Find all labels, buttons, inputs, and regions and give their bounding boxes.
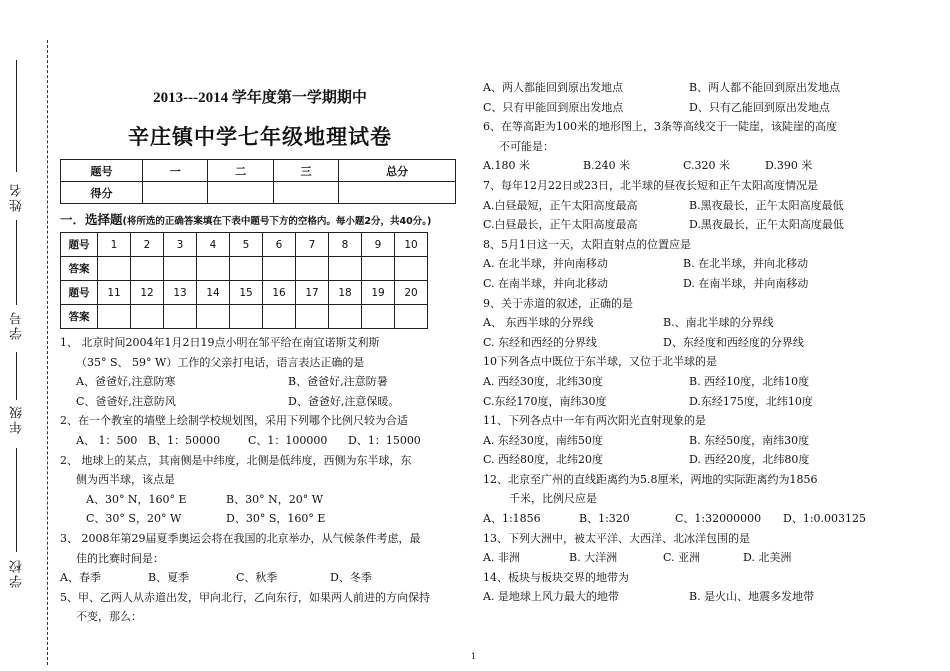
answer-number-row bbox=[61, 233, 428, 257]
question-text: 13、下列大洲中，被太平洋、大西洋、北冰洋包围的是 bbox=[483, 531, 750, 545]
option-row bbox=[483, 313, 913, 333]
option-row bbox=[483, 156, 913, 176]
right-column bbox=[483, 78, 913, 607]
score-table bbox=[60, 159, 456, 204]
option: D. 西经20度，北纬80度 bbox=[689, 453, 810, 467]
option-row bbox=[483, 274, 913, 294]
option: D.东经175度，北纬10度 bbox=[689, 394, 813, 408]
answer-fill-row bbox=[61, 257, 428, 281]
option: A. 非洲 bbox=[483, 551, 520, 565]
option: C、秋季 bbox=[236, 571, 278, 585]
score-cell[interactable] bbox=[273, 182, 338, 204]
question-text: 9、关于赤道的叙述，正确的是 bbox=[483, 296, 633, 310]
question-number-cell: 18 bbox=[329, 281, 362, 305]
option: B. 大洋洲 bbox=[569, 551, 618, 565]
question-number-cell: 9 bbox=[362, 233, 395, 257]
option: D、爸爸好,注意保暖。 bbox=[288, 394, 400, 408]
option: B. 西经10度，北纬10度 bbox=[689, 374, 810, 388]
option-row bbox=[60, 490, 460, 510]
option: B.240 米 bbox=[583, 159, 631, 173]
option-row bbox=[483, 78, 913, 98]
option: B. 在北半球，并向北移动 bbox=[683, 257, 809, 271]
option-row bbox=[483, 392, 913, 412]
score-cell[interactable] bbox=[208, 182, 273, 204]
option: C.东经170度，南纬30度 bbox=[483, 394, 607, 408]
school-fill-line[interactable] bbox=[16, 448, 17, 552]
option: A、爸爸好,注意防寒 bbox=[76, 375, 176, 389]
option: A. 在北半球，并向南移动 bbox=[483, 257, 608, 271]
school-label: 学校 bbox=[10, 558, 25, 588]
question-number-cell: 11 bbox=[98, 281, 131, 305]
section-title: 一．选择题 bbox=[60, 212, 123, 227]
question-text: 14、板块与板块交界的地带为 bbox=[483, 570, 629, 584]
option-row bbox=[60, 392, 460, 412]
answer-cell[interactable] bbox=[263, 305, 296, 329]
question-text: 3、 2008年第29届夏季奥运会将在我国的北京举办，从气候条件考虑，最 bbox=[60, 531, 421, 545]
score-header-cell: 一 bbox=[143, 160, 208, 182]
option: D、1：15000 bbox=[348, 433, 421, 447]
answer-table bbox=[60, 232, 428, 329]
option-row bbox=[483, 372, 913, 392]
question-number-cell: 14 bbox=[197, 281, 230, 305]
option-row bbox=[483, 215, 913, 235]
answer-cell[interactable] bbox=[329, 305, 362, 329]
question-text: 佳的比赛时间是： bbox=[76, 551, 164, 565]
answer-cell[interactable] bbox=[164, 257, 197, 281]
option: C. 西经80度，北纬20度 bbox=[483, 453, 604, 467]
score-header-cell: 二 bbox=[208, 160, 273, 182]
option: C、只有甲能回到原出发地点 bbox=[483, 100, 624, 114]
option: C. 在南半球，并向北移动 bbox=[483, 276, 609, 290]
score-table-row bbox=[61, 182, 456, 204]
option-row bbox=[483, 98, 913, 118]
option: C. 亚洲 bbox=[663, 551, 701, 565]
answer-cell[interactable] bbox=[395, 305, 428, 329]
option: D、东经度和西经度的分界线 bbox=[663, 335, 804, 349]
question-text: 12、北京至广州的直线距离约为5.8厘米，两地的实际距离约为1856 bbox=[483, 472, 818, 486]
option: C、爸爸好,注意防风 bbox=[76, 394, 176, 408]
option: A、 东西半球的分界线 bbox=[483, 316, 594, 330]
option: B.黑夜最长，正午太阳高度最低 bbox=[689, 198, 844, 212]
answer-cell[interactable] bbox=[230, 305, 263, 329]
answer-cell[interactable] bbox=[296, 257, 329, 281]
name-fill-line[interactable] bbox=[16, 60, 17, 172]
option: A、两人都能回到原出发地点 bbox=[483, 81, 623, 94]
option: A. 东经30度，南纬50度 bbox=[483, 433, 603, 447]
answer-row-label: 答案 bbox=[61, 257, 98, 281]
id-label: 学号 bbox=[10, 310, 25, 340]
option: A、30° N，160° E bbox=[86, 492, 187, 506]
answer-cell[interactable] bbox=[131, 257, 164, 281]
question-number-cell: 7 bbox=[296, 233, 329, 257]
option: C、30° S，20° W bbox=[86, 512, 182, 526]
option: C、1:32000000 bbox=[675, 512, 762, 526]
question-text: 不变，那么： bbox=[76, 610, 142, 624]
option-row bbox=[483, 587, 913, 607]
option-row bbox=[483, 548, 913, 568]
question-text: 11、下列各点中一年有两次阳光直射现象的是 bbox=[483, 414, 706, 428]
question-text: 不可能是： bbox=[499, 139, 554, 153]
question-number-cell: 20 bbox=[395, 281, 428, 305]
question-number-cell: 6 bbox=[263, 233, 296, 257]
question-text: 6、在等高距为100米的地形图上，3条等高线交于一陡崖，该陡崖的高度 bbox=[483, 120, 837, 134]
question-number-cell: 1 bbox=[98, 233, 131, 257]
section-note: (将所选的正确答案填在下表中题号下方的空格内。每小题2分，共40分。) bbox=[122, 216, 432, 227]
answer-row-label: 答案 bbox=[61, 305, 98, 329]
option: A. 是地球上风力最大的地带 bbox=[483, 590, 619, 604]
question-text: 7、每年12月22日或23日，北半球的昼夜长短和正午太阳高度情况是 bbox=[483, 178, 818, 192]
answer-cell[interactable] bbox=[296, 305, 329, 329]
score-cell[interactable] bbox=[143, 182, 208, 204]
answer-number-row bbox=[61, 281, 428, 305]
question-number-cell: 16 bbox=[263, 281, 296, 305]
option: B、1:320 bbox=[579, 512, 630, 526]
question-text: 2、在一个教室的墙壁上绘制学校规划图，采用下列哪个比例尺较为合适 bbox=[60, 414, 408, 428]
question-text: 5、甲、乙两人从赤道出发，甲向北行，乙向东行，如果两人前进的方向保持 bbox=[60, 590, 430, 604]
exam-title-line2: 辛庄镇中学七年级地理试卷 bbox=[128, 124, 392, 149]
question-number-cell: 5 bbox=[230, 233, 263, 257]
answer-row-label: 题号 bbox=[61, 233, 98, 257]
answer-cell[interactable] bbox=[197, 305, 230, 329]
exam-title-line1: 2013---2014 学年度第一学期期中 bbox=[153, 90, 367, 106]
option: B.、南北半球的分界线 bbox=[663, 316, 774, 330]
answer-cell[interactable] bbox=[329, 257, 362, 281]
option: D.黑夜最长，正午太阳高度最低 bbox=[689, 218, 844, 232]
id-fill-line[interactable] bbox=[16, 220, 17, 305]
question-number-cell: 8 bbox=[329, 233, 362, 257]
question-number-cell: 3 bbox=[164, 233, 197, 257]
option: B、爸爸好,注意防暑 bbox=[288, 375, 388, 389]
option-row bbox=[60, 372, 460, 392]
score-table-header-row bbox=[61, 160, 456, 182]
option: C. 东经和西经的分界线 bbox=[483, 335, 598, 349]
question-text: 千米，比例尺应是 bbox=[509, 492, 597, 506]
name-label: 姓名 bbox=[10, 182, 25, 212]
score-cell[interactable] bbox=[339, 182, 456, 204]
option-row bbox=[483, 196, 913, 216]
option: B. 东经50度，南纬30度 bbox=[689, 433, 810, 447]
answer-cell[interactable] bbox=[230, 257, 263, 281]
question-number-cell: 17 bbox=[296, 281, 329, 305]
option: A. 西经30度，北纬30度 bbox=[483, 374, 603, 388]
answer-cell[interactable] bbox=[131, 305, 164, 329]
question-number-cell: 2 bbox=[131, 233, 164, 257]
option-row bbox=[483, 254, 913, 274]
question-number-cell: 13 bbox=[164, 281, 197, 305]
option: D、30° S，160° E bbox=[226, 512, 326, 526]
option-row bbox=[60, 568, 460, 588]
answer-cell[interactable] bbox=[362, 257, 395, 281]
section-heading bbox=[60, 210, 460, 228]
option-row bbox=[60, 509, 460, 529]
option-row bbox=[483, 509, 913, 529]
question-text: 8、5月1日这一天，太阳直射点的位置应是 bbox=[483, 237, 691, 251]
grade-fill-line[interactable] bbox=[16, 352, 17, 400]
answer-cell[interactable] bbox=[362, 305, 395, 329]
left-column bbox=[60, 86, 460, 627]
question-number-cell: 15 bbox=[230, 281, 263, 305]
option: B. 是火山、地震多发地带 bbox=[689, 590, 815, 604]
option-row bbox=[483, 333, 913, 353]
option-row bbox=[60, 431, 460, 451]
score-row-label: 得分 bbox=[61, 182, 143, 204]
question-text: 2、 地球上的某点，其南侧是中纬度，北侧是低纬度，西侧为东半球，东 bbox=[60, 453, 412, 467]
option: B、30° N，20° W bbox=[226, 492, 324, 506]
left-question-list bbox=[60, 333, 460, 627]
option: A.180 米 bbox=[483, 159, 530, 173]
answer-cell[interactable] bbox=[164, 305, 197, 329]
answer-cell[interactable] bbox=[98, 305, 131, 329]
question-number-cell: 12 bbox=[131, 281, 164, 305]
question-number-cell: 4 bbox=[197, 233, 230, 257]
option: C.白昼最长，正午太阳高度最高 bbox=[483, 218, 638, 232]
score-header-cell: 三 bbox=[273, 160, 338, 182]
option: B、夏季 bbox=[148, 571, 190, 585]
option: B、两人都不能回到原出发地点 bbox=[689, 81, 841, 94]
question-number-cell: 10 bbox=[395, 233, 428, 257]
option-row bbox=[483, 431, 913, 451]
answer-cell[interactable] bbox=[197, 257, 230, 281]
answer-fill-row bbox=[61, 305, 428, 329]
option: C.320 米 bbox=[683, 159, 731, 173]
option: D.390 米 bbox=[765, 159, 813, 173]
option: D. 在南半球，并向南移动 bbox=[683, 276, 809, 290]
answer-cell[interactable] bbox=[98, 257, 131, 281]
option: D. 北美洲 bbox=[743, 551, 792, 565]
answer-row-label: 题号 bbox=[61, 281, 98, 305]
option-row bbox=[483, 450, 913, 470]
question-text: 1、 北京时间2004年1月2日19点小明在邹平给在南宜诺斯艾利斯 bbox=[60, 336, 380, 349]
option: B、1：50000 bbox=[148, 433, 221, 447]
option: A、1:1856 bbox=[483, 512, 541, 526]
option: A.白昼最短，正午太阳高度最高 bbox=[483, 198, 638, 212]
option: A、春季 bbox=[60, 571, 101, 585]
option: D、只有乙能回到原出发地点 bbox=[689, 100, 830, 114]
option: D、冬季 bbox=[330, 571, 372, 585]
grade-label: 年级 bbox=[10, 404, 25, 434]
score-header-cell: 总分 bbox=[339, 160, 456, 182]
answer-cell[interactable] bbox=[395, 257, 428, 281]
option: C、1：100000 bbox=[248, 433, 328, 447]
option: A、 1：500 bbox=[76, 433, 138, 447]
question-text: 侧为西半球，该点是 bbox=[76, 473, 175, 487]
question-text: （35° S、 59° W）工作的父亲打电话，语言表达正确的是 bbox=[76, 355, 365, 369]
option: D、1:0.003125 bbox=[783, 512, 867, 526]
question-number-cell: 19 bbox=[362, 281, 395, 305]
binding-dashed-line bbox=[47, 40, 48, 665]
answer-cell[interactable] bbox=[263, 257, 296, 281]
page-number: 1 bbox=[471, 652, 477, 661]
score-header-cell: 题号 bbox=[61, 160, 143, 182]
binding-margin bbox=[0, 0, 58, 671]
question-text: 10下列各点中既位于东半球，又位于北半球的是 bbox=[483, 355, 717, 369]
